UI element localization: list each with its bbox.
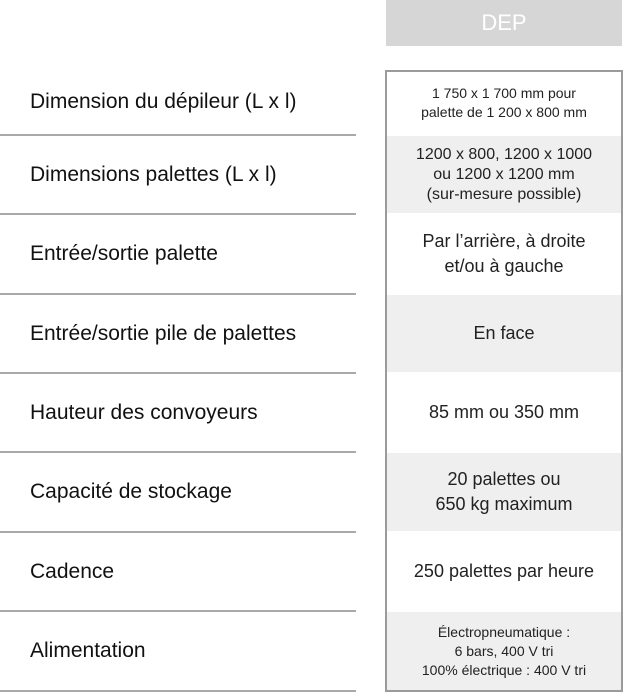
spec-value bbox=[387, 72, 621, 134]
spec-value-line: 6 bars, 400 V tri bbox=[454, 642, 554, 659]
spec-value-line: et/ou à gauche bbox=[444, 256, 564, 276]
column-header-dep: DEP bbox=[386, 0, 622, 46]
spec-value-line: 85 mm ou 350 mm bbox=[428, 402, 580, 422]
spec-value-line: palette de 1 200 x 800 mm bbox=[421, 104, 587, 120]
spec-value-line: Par l’arrière, à droite bbox=[422, 231, 586, 251]
spec-value bbox=[387, 533, 621, 610]
spec-value bbox=[387, 215, 621, 293]
spec-value-line: 650 kg maximum bbox=[435, 494, 573, 514]
spec-label: Entrée/sortie palette bbox=[30, 242, 218, 265]
spec-value bbox=[387, 136, 621, 213]
spec-value bbox=[387, 453, 621, 531]
spec-label: Dimension du dépileur (L x l) bbox=[30, 90, 297, 113]
spec-label: Dimensions palettes (L x l) bbox=[30, 162, 277, 186]
spec-value-line: 20 palettes ou bbox=[447, 469, 561, 489]
spec-label: Cadence bbox=[30, 559, 115, 583]
spec-label: Capacité de stockage bbox=[30, 480, 232, 503]
spec-value-line: 1200 x 800, 1200 x 1000 bbox=[415, 145, 593, 163]
spec-value-line: ou 1200 x 1200 mm bbox=[433, 165, 575, 183]
spec-value-line: 100% électrique : 400 V tri bbox=[421, 661, 587, 678]
spec-value-line: 250 palettes par heure bbox=[413, 561, 595, 581]
spec-label: Hauteur des convoyeurs bbox=[30, 400, 258, 424]
spec-label: Entrée/sortie pile de palettes bbox=[30, 321, 297, 345]
spec-value bbox=[387, 295, 621, 372]
spec-value bbox=[387, 612, 621, 690]
spec-value-line: 1 750 x 1 700 mm pour bbox=[432, 85, 576, 101]
spec-value-line: Électropneumatique : bbox=[437, 623, 571, 640]
spec-value bbox=[387, 374, 621, 451]
spec-value-line: (sur-mesure possible) bbox=[426, 185, 582, 203]
row-divider bbox=[0, 690, 356, 692]
spec-value-line: En face bbox=[473, 323, 535, 343]
spec-label: Alimentation bbox=[30, 639, 146, 662]
